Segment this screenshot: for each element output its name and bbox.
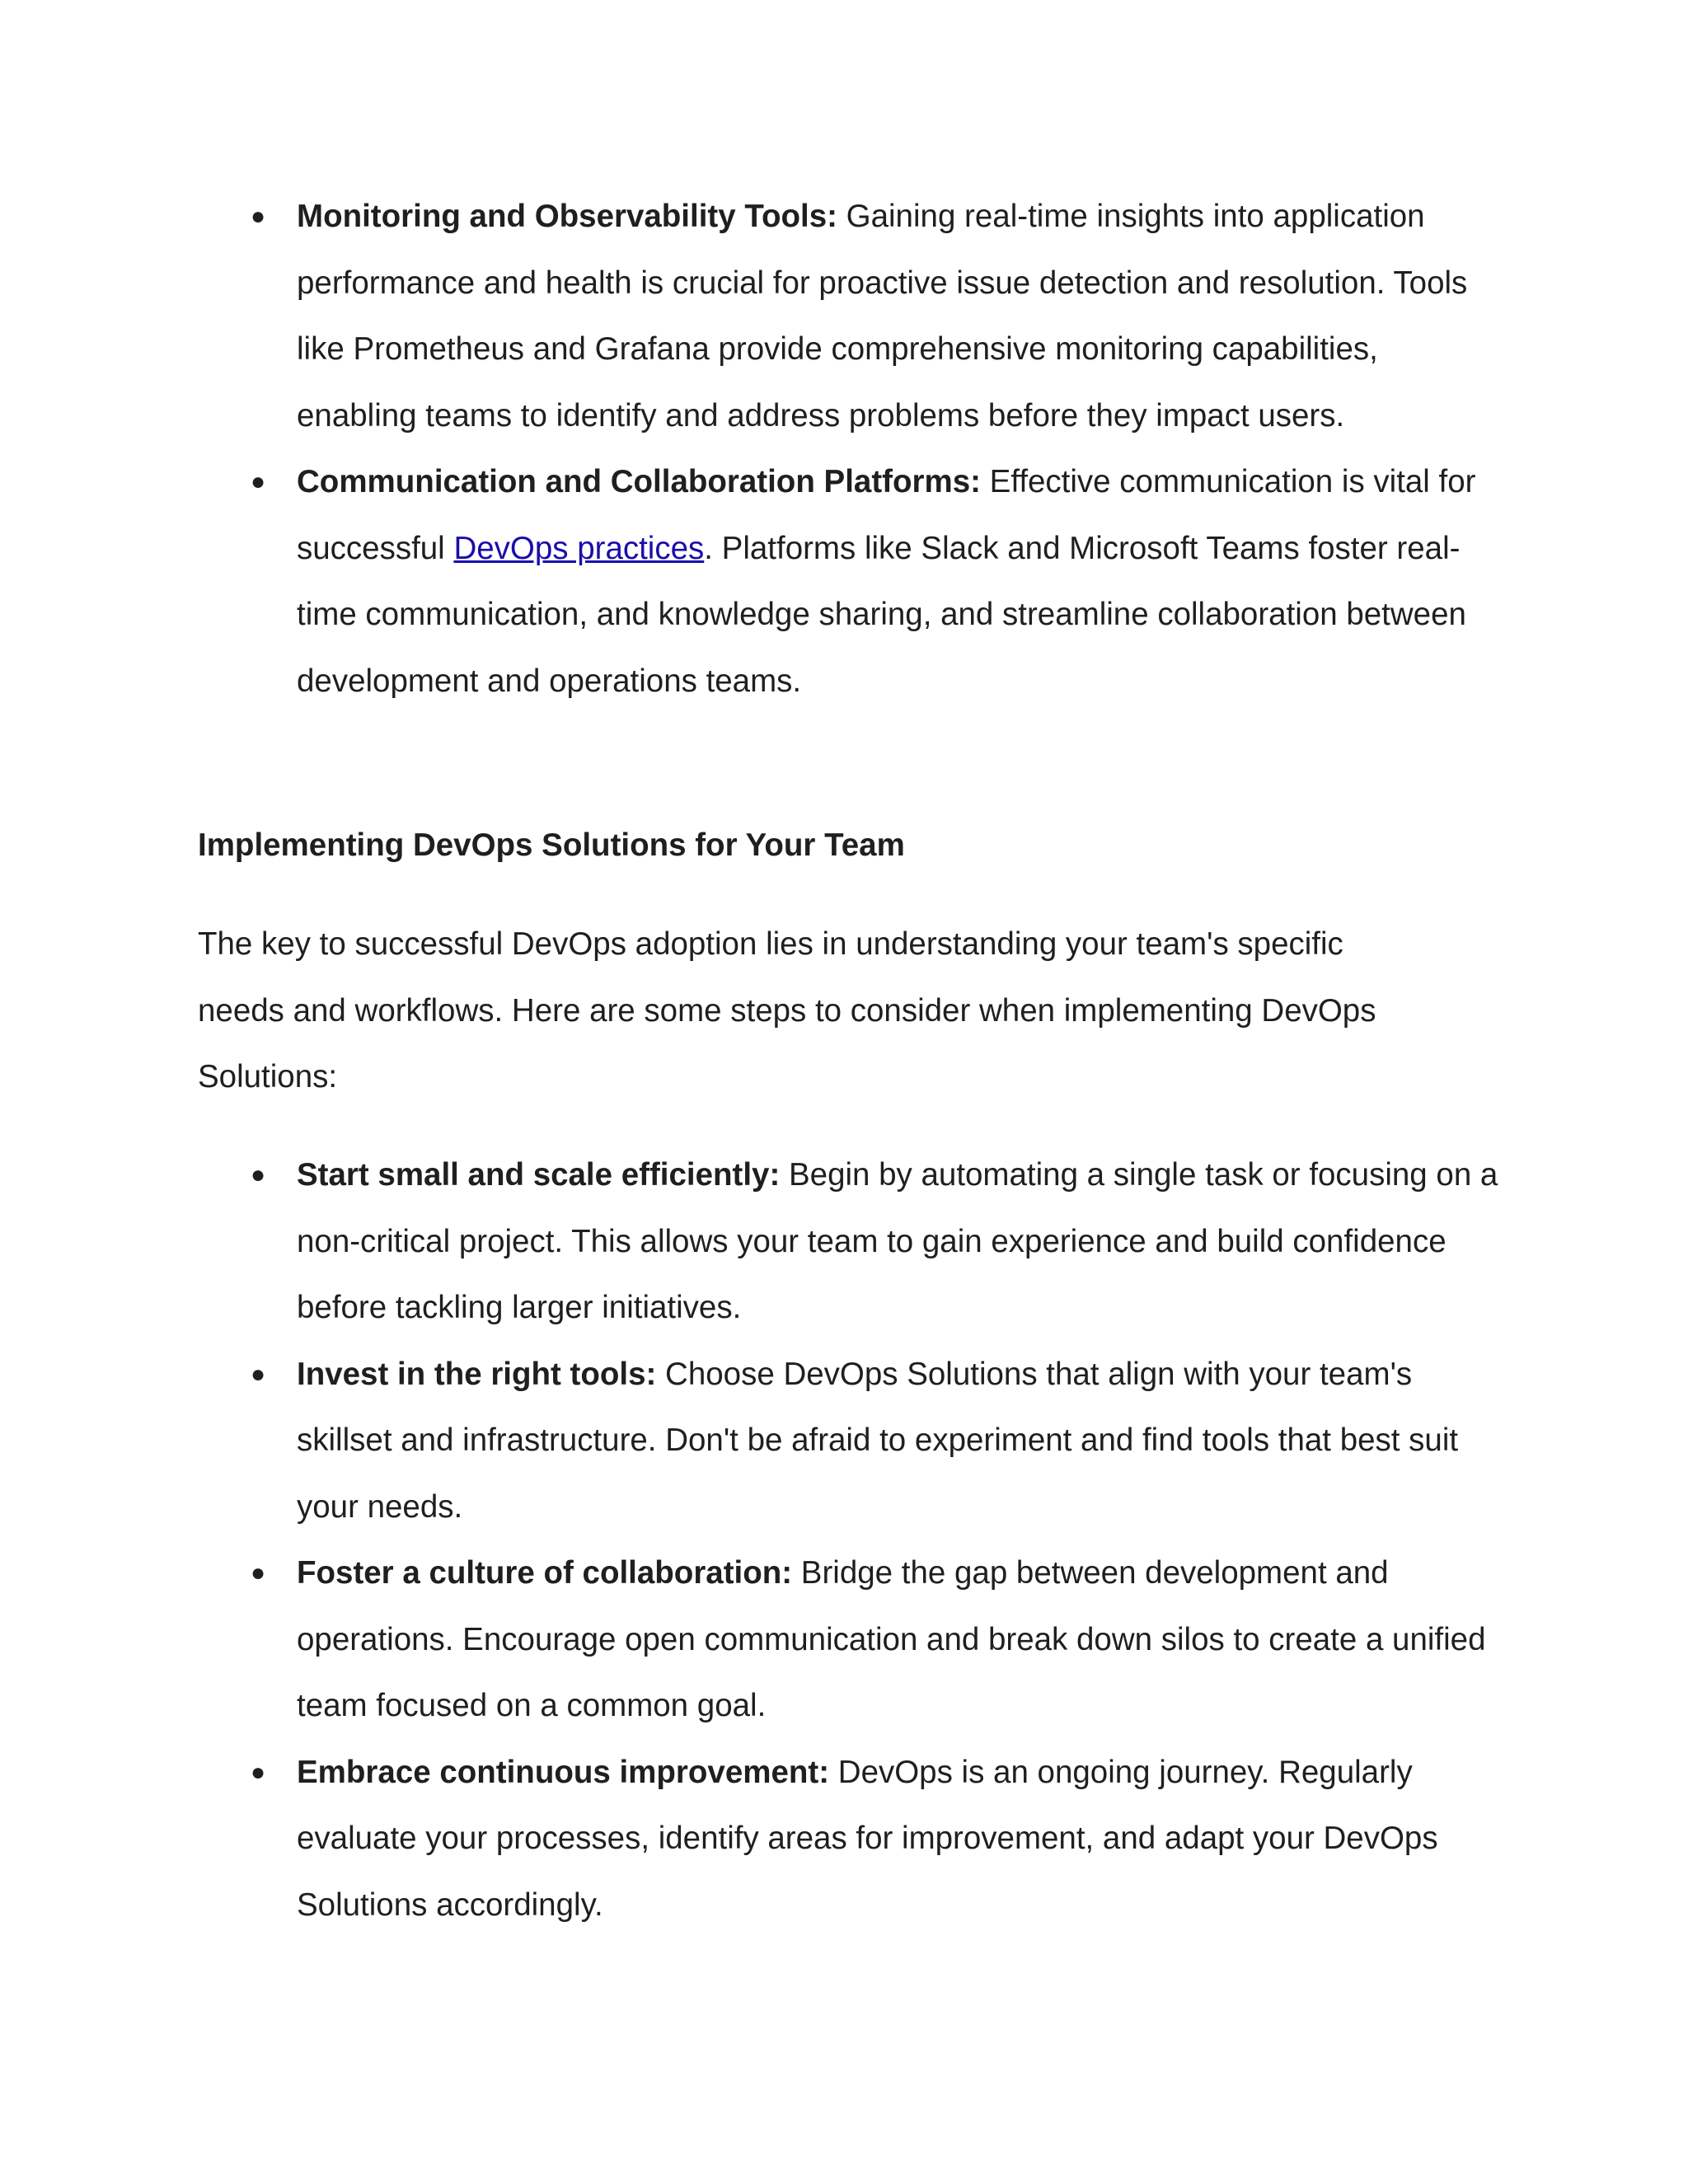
list-item	[198, 1540, 1500, 1740]
bullet-icon: ●	[251, 468, 266, 495]
list-item-text: Choose DevOps Solutions that align with your team's skillset and infrastructure. Don't be afraid to experiment and find tools that best suit your needs.	[297, 1356, 1459, 1525]
list-item-title: Start small and scale efficiently:	[297, 1157, 781, 1193]
bullet-icon: ●	[251, 1360, 266, 1388]
list-item	[198, 184, 1500, 449]
list-item-text: Gaining real-time insights into application performance and health is crucial for proactive issue detection and resolution. Tools like Prometheus and Grafana provide comprehensive monitoring capabilities, enabling teams to identify and address problems before they impact users.	[297, 199, 1468, 434]
devops-practices-link[interactable]: DevOps practices	[453, 530, 705, 566]
bullet-icon: ●	[251, 1758, 266, 1786]
list-item-text: . Platforms like Slack and Microsoft Teams foster real-time communication, and knowledge sharing, and streamline collaboration between development and operations teams.	[297, 530, 1466, 699]
section-heading: Implementing DevOps Solutions for Your Team	[198, 827, 905, 863]
bullet-icon: ●	[251, 203, 266, 230]
list-item	[198, 1142, 1500, 1342]
list-item	[198, 449, 1500, 715]
list-item-text: Bridge the gap between development and operations. Encourage open communication and break down silos to create a unified team focused on a common goal.	[297, 1555, 1486, 1723]
list-item-text: DevOps is an ongoing journey. Regularly evaluate your processes, identify areas for improvement, and adapt your DevOps Solutions accordingly.	[297, 1754, 1438, 1923]
steps-list	[198, 1142, 1500, 1938]
list-item-title: Embrace continuous improvement:	[297, 1754, 830, 1790]
tools-list	[198, 184, 1500, 715]
intro-paragraph: The key to successful DevOps adoption lies in understanding your team's specific needs and workflows. Here are some steps to consider when implementing DevOps Solutions:	[198, 926, 1376, 1094]
list-item-text: Effective communication is vital for successful	[297, 464, 1476, 566]
list-item-title: Communication and Collaboration Platforms:	[297, 464, 981, 499]
list-item	[198, 1740, 1500, 1939]
bullet-icon: ●	[251, 1161, 266, 1188]
list-item	[198, 1342, 1500, 1541]
list-item-text: Begin by automating a single task or focusing on a non-critical project. This allows your team to gain experience and build confidence before tackling larger initiatives.	[297, 1157, 1498, 1325]
list-item-title: Monitoring and Observability Tools:	[297, 199, 837, 234]
bullet-icon: ●	[251, 1559, 266, 1586]
list-item-title: Foster a culture of collaboration:	[297, 1555, 793, 1591]
list-item-title: Invest in the right tools:	[297, 1356, 657, 1392]
